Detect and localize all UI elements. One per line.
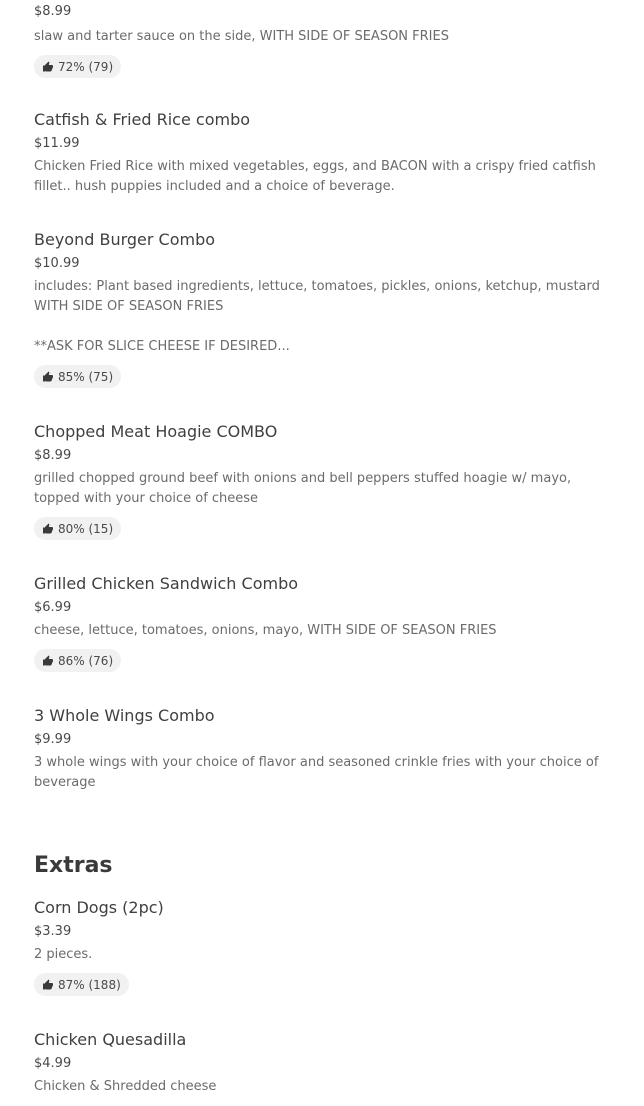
item-description: slaw and tarter sauce on the side, WITH SIDE OF SEASON FRIES xyxy=(34,29,449,44)
item-name: Beyond Burger Combo xyxy=(34,230,216,249)
rating-text: 87% (188) xyxy=(58,977,121,992)
item-price: $4.99 xyxy=(34,1056,72,1071)
item-price: $6.99 xyxy=(34,600,72,615)
rating-text: 80% (15) xyxy=(58,521,114,536)
item-description: 3 whole wings with your choice of flavor and seasoned crinkle fries with your choice of beverage xyxy=(34,755,599,790)
rating-text: 86% (76) xyxy=(58,653,114,668)
item-price: $8.99 xyxy=(34,4,72,19)
thumbs-up-icon xyxy=(42,371,54,383)
item-description: 2 pieces. xyxy=(34,947,93,962)
item-name: Grilled Chicken Sandwich Combo xyxy=(34,574,299,593)
item-price: $8.99 xyxy=(34,448,72,463)
item-description: grilled chopped ground beef with onions and bell peppers stuffed hoagie w/ mayo, topped with your choice of cheese xyxy=(34,471,572,506)
rating-badge xyxy=(34,649,121,672)
thumbs-up-icon xyxy=(42,523,54,535)
rating-badge xyxy=(34,973,129,996)
item-price: $9.99 xyxy=(34,732,72,747)
thumbs-up-icon xyxy=(42,61,54,73)
item-name: Chopped Meat Hoagie COMBO xyxy=(34,422,278,441)
menu-item[interactable] xyxy=(34,1029,610,1097)
section-title-extras: Extras xyxy=(34,853,113,878)
item-description: includes: Plant based ingredients, lettuce, tomatoes, pickles, onions, ketchup, mustard WITH SIDE OF SEASON FRIES **ASK FOR SLICE CHEESE IF DESIRED... xyxy=(34,279,600,354)
item-description: Chicken & Shredded cheese xyxy=(34,1079,217,1094)
rating-badge xyxy=(34,517,121,540)
menu-item[interactable] xyxy=(34,705,610,793)
item-description: Chicken Fried Rice with mixed vegetables, eggs, and BACON with a crispy fried catfish fillet.. hush puppies included and a choice of beverage. xyxy=(34,159,596,194)
item-price: $11.99 xyxy=(34,136,80,151)
item-price: $10.99 xyxy=(34,256,80,271)
thumbs-up-icon xyxy=(42,655,54,667)
menu-item[interactable] xyxy=(34,229,610,388)
menu-item[interactable] xyxy=(34,897,610,996)
thumbs-up-icon xyxy=(42,979,54,991)
menu-item[interactable] xyxy=(34,109,610,197)
item-name: 3 Whole Wings Combo xyxy=(34,706,215,725)
menu-item[interactable] xyxy=(34,573,610,672)
item-price: $3.39 xyxy=(34,924,72,939)
item-name: Catfish & Fried Rice combo xyxy=(34,110,251,129)
rating-text: 72% (79) xyxy=(58,59,114,74)
item-name: Chicken Quesadilla xyxy=(34,1030,187,1049)
rating-text: 85% (75) xyxy=(58,369,114,384)
item-name: Corn Dogs (2pc) xyxy=(34,898,164,917)
item-description: cheese, lettuce, tomatoes, onions, mayo, WITH SIDE OF SEASON FRIES xyxy=(34,623,497,638)
rating-badge xyxy=(34,365,121,388)
rating-badge xyxy=(34,55,121,78)
menu-item[interactable] xyxy=(34,421,610,540)
